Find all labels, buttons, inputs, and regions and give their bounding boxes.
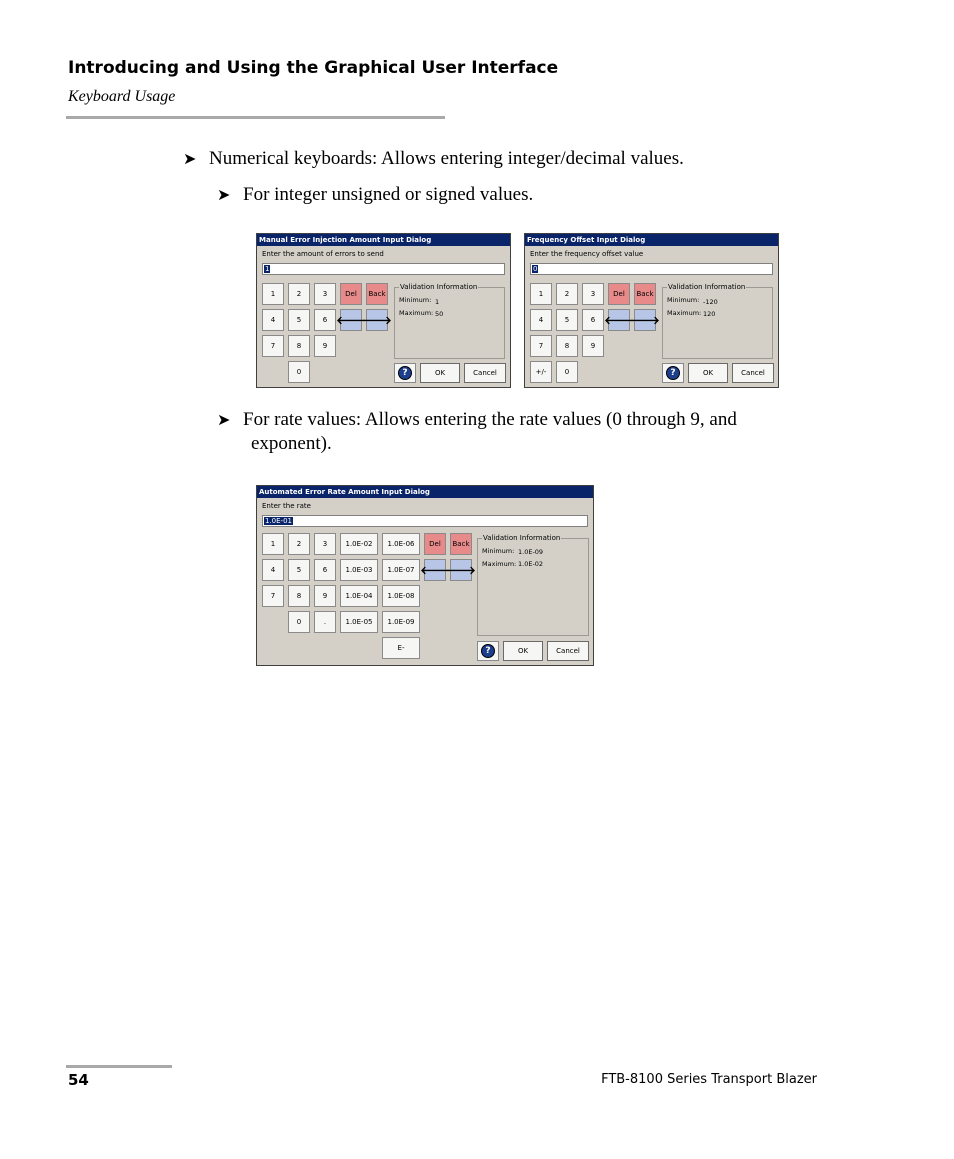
dialog-prompt: Enter the rate <box>262 502 311 510</box>
help-icon: ? <box>666 366 680 380</box>
page-number: 54 <box>68 1071 89 1089</box>
exp-key-1e-09[interactable]: 1.0E-09 <box>382 611 420 633</box>
product-name: FTB-8100 Series Transport Blazer <box>601 1072 817 1087</box>
validation-title: Validation Information <box>400 283 478 291</box>
dialog-title: Automated Error Rate Amount Input Dialog <box>257 486 593 498</box>
cancel-button[interactable]: Cancel <box>464 363 506 383</box>
del-button[interactable]: Del <box>608 283 630 305</box>
bullet-arrow-icon: ➤ <box>217 187 231 204</box>
key-0[interactable]: 0 <box>556 361 578 383</box>
ok-button[interactable]: OK <box>503 641 543 661</box>
amount-input[interactable]: 1 <box>262 263 505 275</box>
back-button[interactable]: Back <box>634 283 656 305</box>
validation-title: Validation Information <box>483 534 561 542</box>
ok-button[interactable]: OK <box>688 363 728 383</box>
maximum-value: 50 <box>435 310 444 318</box>
frequency-offset-input[interactable]: 0 <box>530 263 773 275</box>
back-button[interactable]: Back <box>366 283 388 305</box>
key-1[interactable]: 1 <box>262 533 284 555</box>
exp-key-1e-08[interactable]: 1.0E-08 <box>382 585 420 607</box>
cancel-button[interactable]: Cancel <box>547 641 589 661</box>
plus-minus-key[interactable]: +/- <box>530 361 552 383</box>
validation-info-group <box>662 283 773 359</box>
back-button[interactable]: Back <box>450 533 472 555</box>
help-icon: ? <box>481 644 495 658</box>
key-4[interactable]: 4 <box>262 559 284 581</box>
key-8[interactable]: 8 <box>288 585 310 607</box>
key-0[interactable]: 0 <box>288 611 310 633</box>
maximum-value: 1.0E-02 <box>518 560 544 568</box>
key-9[interactable]: 9 <box>314 585 336 607</box>
left-arrow-icon[interactable]: 🡐 <box>340 309 362 331</box>
maximum-label: Maximum: <box>667 309 702 317</box>
exp-key-1e-03[interactable]: 1.0E-03 <box>340 559 378 581</box>
key-6[interactable]: 6 <box>314 559 336 581</box>
validation-title: Validation Information <box>668 283 746 291</box>
exp-key-1e-07[interactable]: 1.0E-07 <box>382 559 420 581</box>
bullet-text: For integer unsigned or signed values. <box>243 184 534 205</box>
dialog-prompt: Enter the amount of errors to send <box>262 250 384 258</box>
decimal-point-key[interactable]: . <box>314 611 336 633</box>
maximum-label: Maximum: <box>399 309 434 317</box>
bullet-arrow-icon: ➤ <box>217 412 231 429</box>
minimum-label: Minimum: <box>399 296 432 304</box>
key-7[interactable]: 7 <box>262 585 284 607</box>
maximum-value: 120 <box>703 310 716 318</box>
help-icon: ? <box>398 366 412 380</box>
key-9[interactable]: 9 <box>314 335 336 357</box>
ok-button[interactable]: OK <box>420 363 460 383</box>
validation-info-group <box>394 283 505 359</box>
key-5[interactable]: 5 <box>556 309 578 331</box>
minimum-label: Minimum: <box>482 547 515 555</box>
minimum-label: Minimum: <box>667 296 700 304</box>
key-7[interactable]: 7 <box>530 335 552 357</box>
exp-key-1e-02[interactable]: 1.0E-02 <box>340 533 378 555</box>
key-9[interactable]: 9 <box>582 335 604 357</box>
key-6[interactable]: 6 <box>314 309 336 331</box>
minimum-value: -120 <box>703 298 718 306</box>
left-arrow-icon[interactable]: 🡐 <box>424 559 446 581</box>
key-0[interactable]: 0 <box>288 361 310 383</box>
exp-key-1e-06[interactable]: 1.0E-06 <box>382 533 420 555</box>
header-rule <box>66 116 445 119</box>
help-button[interactable] <box>662 363 684 383</box>
key-5[interactable]: 5 <box>288 559 310 581</box>
help-button[interactable] <box>477 641 499 661</box>
del-button[interactable]: Del <box>424 533 446 555</box>
frequency-offset-dialog <box>524 233 779 388</box>
key-3[interactable]: 3 <box>582 283 604 305</box>
left-arrow-icon[interactable]: 🡐 <box>608 309 630 331</box>
key-2[interactable]: 2 <box>288 533 310 555</box>
key-3[interactable]: 3 <box>314 283 336 305</box>
key-2[interactable]: 2 <box>288 283 310 305</box>
key-4[interactable]: 4 <box>262 309 284 331</box>
bullet-rate-continued: exponent). <box>251 433 332 454</box>
cancel-button[interactable]: Cancel <box>732 363 774 383</box>
dialog-title: Frequency Offset Input Dialog <box>525 234 778 246</box>
manual-error-injection-dialog <box>256 233 511 388</box>
bullet-integer <box>217 183 533 208</box>
section-title: Introducing and Using the Graphical User Interface <box>68 58 559 78</box>
minimum-value: 1.0E-09 <box>518 548 544 556</box>
key-5[interactable]: 5 <box>288 309 310 331</box>
validation-info-group <box>477 534 589 636</box>
exp-key-1e-05[interactable]: 1.0E-05 <box>340 611 378 633</box>
bullet-text: Numerical keyboards: Allows entering integer/decimal values. <box>209 148 684 169</box>
bullet-rate <box>217 408 737 433</box>
automated-error-rate-dialog <box>256 485 594 666</box>
key-8[interactable]: 8 <box>556 335 578 357</box>
right-arrow-icon[interactable]: 🡒 <box>366 309 388 331</box>
bullet-text: For rate values: Allows entering the rate values (0 through 9, and <box>243 409 737 430</box>
bullet-arrow-icon: ➤ <box>183 151 197 168</box>
right-arrow-icon[interactable]: 🡒 <box>634 309 656 331</box>
key-7[interactable]: 7 <box>262 335 284 357</box>
key-1[interactable]: 1 <box>530 283 552 305</box>
key-3[interactable]: 3 <box>314 533 336 555</box>
key-4[interactable]: 4 <box>530 309 552 331</box>
key-1[interactable]: 1 <box>262 283 284 305</box>
bullet-numerical <box>183 147 684 172</box>
exponent-key[interactable]: E- <box>382 637 420 659</box>
key-6[interactable]: 6 <box>582 309 604 331</box>
del-button[interactable]: Del <box>340 283 362 305</box>
key-8[interactable]: 8 <box>288 335 310 357</box>
dialog-title: Manual Error Injection Amount Input Dialog <box>257 234 510 246</box>
help-button[interactable] <box>394 363 416 383</box>
maximum-label: Maximum: <box>482 560 517 568</box>
dialog-prompt: Enter the frequency offset value <box>530 250 644 258</box>
section-subtitle: Keyboard Usage <box>68 88 176 105</box>
right-arrow-icon[interactable]: 🡒 <box>450 559 472 581</box>
footer-rule <box>66 1065 172 1068</box>
minimum-value: 1 <box>435 298 440 306</box>
rate-input[interactable]: 1.0E-01 <box>262 515 588 527</box>
key-2[interactable]: 2 <box>556 283 578 305</box>
exp-key-1e-04[interactable]: 1.0E-04 <box>340 585 378 607</box>
